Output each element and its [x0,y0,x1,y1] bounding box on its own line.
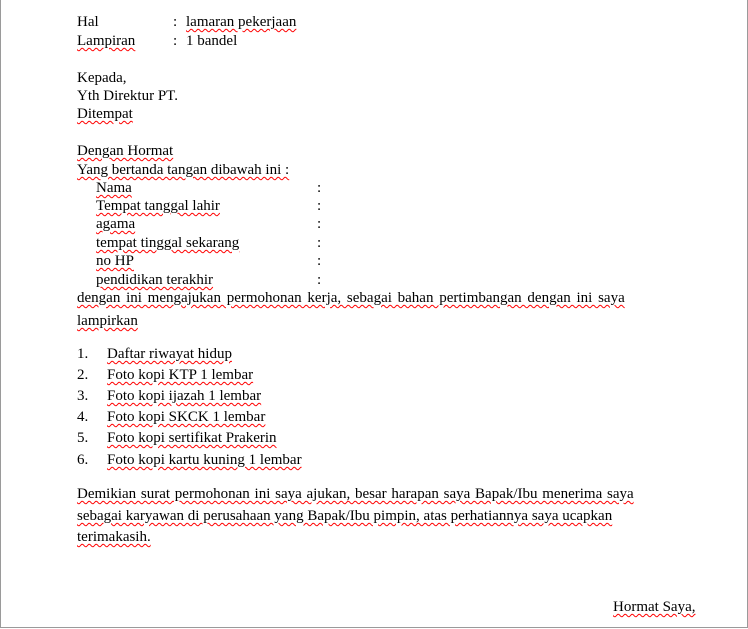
lampiran-value: 1 bandel [186,33,238,49]
field-colon: : [317,253,322,269]
list-item: Foto kopi kartu kuning 1 lembar [107,452,302,468]
list-item: Foto kopi SKCK 1 lembar [107,409,266,425]
field-label-tempat-tinggal: tempat tinggal sekarang [96,235,240,251]
hal-label: Hal [77,14,99,30]
field-label-tempat-tanggal-lahir: Tempat tanggal lahir [96,198,220,214]
request-line-1: dengan ini mengajukan permohonan kerja, sebagai bahan pertimbangan dengan ini saya [77,290,625,306]
field-label-pendidikan: pendidikan terakhir [96,272,214,288]
list-number: 1. [77,346,89,362]
greeting: Dengan Hormat [77,143,174,159]
intro-line: Yang bertanda tangan dibawah ini : [77,162,290,178]
request-line-2: lampirkan [77,313,138,329]
hal-value: lamaran pekerjaan [186,14,297,30]
field-label-nama: Nama [96,180,132,196]
list-number: 2. [77,367,89,383]
closing-line-2: sebagai karyawan di perusahaan yang Bapak/Ibu pimpin, atas perhatiannya saya ucapkan [77,508,613,524]
list-number: 5. [77,430,89,446]
field-colon: : [317,198,322,214]
list-item: Foto kopi KTP 1 lembar [107,367,254,383]
recipient-line-3: Ditempat [77,106,133,122]
field-label-no-hp: no HP [96,253,134,269]
list-number: 3. [77,388,89,404]
field-colon: : [317,180,322,196]
closing-line-1: Demikian surat permohonan ini saya ajukan, besar harapan saya Bapak/Ibu menerima saya [77,486,634,502]
lampiran-colon: : [173,33,178,49]
field-colon: : [317,235,322,251]
recipient-line-2: Yth Direktur PT. [77,88,178,104]
hal-colon: : [173,14,178,30]
field-colon: : [317,272,322,288]
list-item: Daftar riwayat hidup [107,346,232,362]
lampiran-label: Lampiran [77,33,136,49]
list-item: Foto kopi ijazah 1 lembar [107,388,262,404]
list-item: Foto kopi sertifikat Prakerin [107,430,277,446]
field-label-agama: agama [96,216,136,232]
field-colon: : [317,216,322,232]
recipient-line-1: Kepada, [77,70,127,86]
closing-line-3: terimakasih. [77,529,151,545]
list-number: 4. [77,409,89,425]
signoff: Hormat Saya, [613,599,696,615]
list-number: 6. [77,452,89,468]
